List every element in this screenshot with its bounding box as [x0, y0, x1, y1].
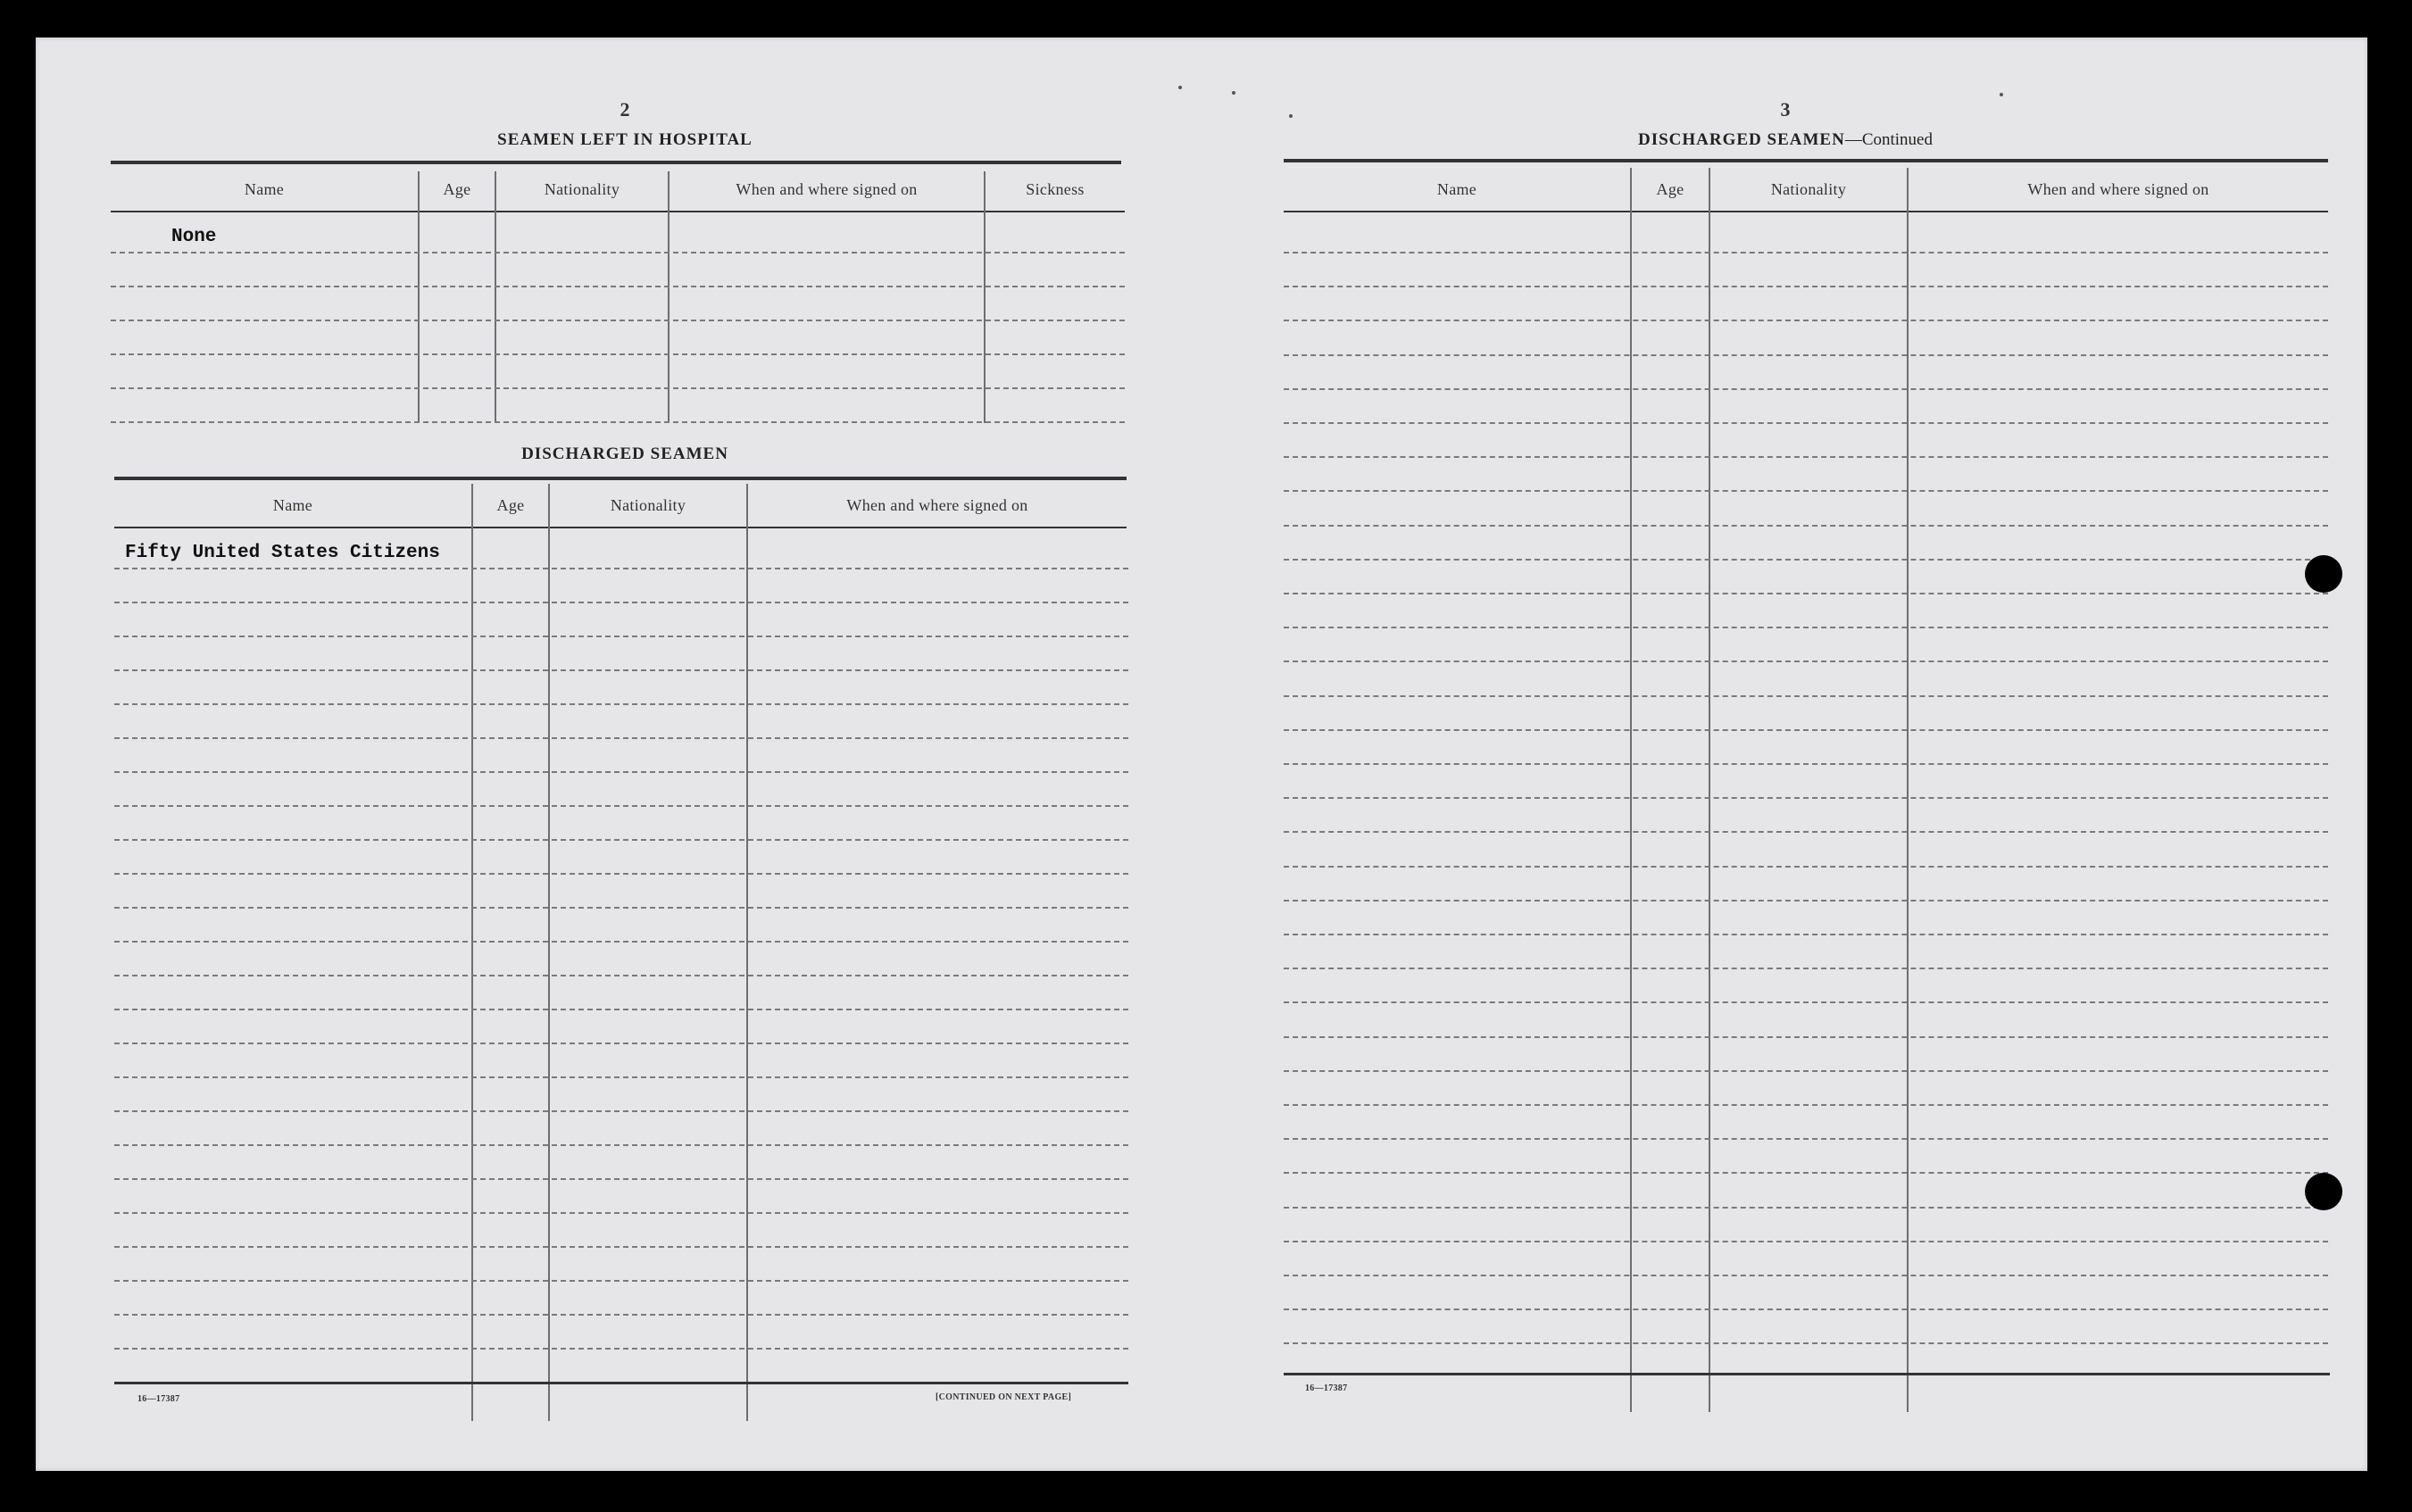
- table-row-line: [1284, 660, 2328, 662]
- table-row-line: [1284, 1138, 2328, 1140]
- table-row-line: [1284, 1207, 2328, 1209]
- continued-note: [CONTINUED ON NEXT PAGE]: [936, 1392, 1072, 1402]
- table-row-line: [114, 941, 1128, 943]
- table-row-line: [114, 1348, 1128, 1350]
- hospital-divider: [668, 171, 670, 423]
- left-page-number: 2: [620, 98, 630, 120]
- table-row-line: [1284, 593, 2328, 594]
- hospital-entry-name: None: [171, 227, 217, 247]
- scan-speck: [1178, 86, 1182, 89]
- hospital-divider: [418, 171, 420, 423]
- table-row-line: [1284, 1036, 2328, 1038]
- table-row-line: [1284, 320, 2328, 321]
- scan-speck: [1232, 91, 1235, 95]
- table-row-line: [114, 1246, 1128, 1248]
- table-row-line: [1284, 627, 2328, 628]
- hospital-row-line: [111, 252, 1125, 253]
- table-row-line: [114, 1110, 1128, 1112]
- right-header-rule: [1284, 211, 2328, 212]
- punch-hole: [2305, 1173, 2342, 1210]
- hospital-top-rule: [111, 161, 1121, 164]
- right-section-title: [1500, 130, 2071, 150]
- table-row-line: [114, 805, 1128, 807]
- table-row-line: [114, 568, 1128, 569]
- discharged-col-age: Age: [496, 496, 525, 514]
- right-col-age: Age: [1656, 180, 1684, 198]
- hospital-section-title: SEAMEN LEFT IN HOSPITAL: [497, 130, 753, 149]
- table-row-line: [114, 839, 1128, 841]
- scan-speck: [1289, 114, 1293, 118]
- table-row-line: [114, 669, 1128, 671]
- hospital-header-rule: [111, 211, 1125, 212]
- right-section-title-suffix: —Continued: [1844, 130, 1933, 149]
- hospital-row-line: [111, 353, 1125, 355]
- table-row-line: [1284, 1104, 2328, 1106]
- table-row-line: [114, 873, 1128, 875]
- table-row-line: [114, 1043, 1128, 1044]
- table-row-line: [114, 602, 1128, 603]
- left-form-number: 16—17387: [137, 1394, 180, 1404]
- table-row-line: [114, 703, 1128, 705]
- table-row-line: [1284, 900, 2328, 901]
- scanned-form-sheet: [36, 37, 2367, 1471]
- table-row-line: [114, 1212, 1128, 1214]
- table-row-line: [1284, 729, 2328, 731]
- hospital-col-name: Name: [244, 180, 285, 198]
- hospital-row-line: [111, 320, 1125, 321]
- discharged-header-rule: [114, 527, 1127, 528]
- table-row-line: [114, 1280, 1128, 1282]
- table-row-line: [1284, 968, 2328, 969]
- right-top-rule: [1284, 159, 2328, 162]
- discharged-section-title: DISCHARGED SEAMEN: [521, 444, 728, 463]
- table-row-line: [1284, 354, 2328, 356]
- table-row-line: [1284, 1275, 2328, 1276]
- discharged-entry-name: Fifty United States Citizens: [125, 543, 440, 563]
- table-row-line: [1284, 695, 2328, 697]
- hospital-row-line: [111, 387, 1125, 389]
- right-col-signed-on: When and where signed on: [2027, 180, 2209, 198]
- table-row-line: [114, 907, 1128, 909]
- table-row-line: [114, 737, 1128, 739]
- hospital-col-sickness: Sickness: [1026, 180, 1085, 198]
- table-row-line: [1284, 490, 2328, 492]
- table-row-line: [114, 1076, 1128, 1078]
- table-row-line: [1284, 422, 2328, 424]
- table-row-line: [1284, 525, 2328, 527]
- discharged-top-rule: [114, 477, 1127, 480]
- hospital-col-signed-on: When and where signed on: [736, 180, 918, 198]
- table-row-line: [114, 771, 1128, 773]
- table-row-line: [114, 1314, 1128, 1316]
- discharged-bottom-rule: [114, 1382, 1128, 1384]
- hospital-col-age: Age: [443, 180, 471, 198]
- table-row-line: [1284, 559, 2328, 561]
- right-col-nationality: Nationality: [1770, 180, 1847, 198]
- hospital-divider: [984, 171, 986, 423]
- scan-speck: [2000, 93, 2003, 96]
- table-row-line: [1284, 1342, 2328, 1344]
- punch-hole: [2305, 555, 2342, 593]
- table-row-line: [1284, 252, 2328, 253]
- right-page-number: 3: [1780, 98, 1791, 120]
- table-row-line: [1284, 866, 2328, 868]
- table-row-line: [1284, 1070, 2328, 1072]
- right-form-number: 16—17387: [1305, 1383, 1348, 1393]
- table-row-line: [1284, 1172, 2328, 1174]
- table-row-line: [1284, 1001, 2328, 1003]
- table-row-line: [1284, 797, 2328, 799]
- table-row-line: [1284, 763, 2328, 765]
- table-row-line: [1284, 388, 2328, 390]
- hospital-row-line: [111, 286, 1125, 287]
- discharged-col-name: Name: [272, 496, 313, 514]
- table-row-line: [1284, 831, 2328, 833]
- table-row-line: [1284, 286, 2328, 287]
- right-bottom-rule: [1284, 1373, 2330, 1375]
- discharged-col-nationality: Nationality: [610, 496, 686, 514]
- right-section-title-main: DISCHARGED SEAMEN: [1637, 130, 1845, 149]
- discharged-col-signed-on: When and where signed on: [846, 496, 1028, 514]
- table-row-line: [1284, 1308, 2328, 1310]
- table-row-line: [1284, 934, 2328, 935]
- hospital-divider: [495, 171, 496, 423]
- hospital-row-line: [111, 421, 1125, 423]
- table-row-line: [114, 1009, 1128, 1010]
- table-row-line: [1284, 456, 2328, 458]
- right-col-name: Name: [1436, 180, 1477, 198]
- table-row-line: [1284, 1241, 2328, 1242]
- table-row-line: [114, 975, 1128, 976]
- hospital-col-nationality: Nationality: [544, 180, 620, 198]
- table-row-line: [114, 1144, 1128, 1146]
- table-row-line: [114, 636, 1128, 637]
- table-row-line: [114, 1178, 1128, 1180]
